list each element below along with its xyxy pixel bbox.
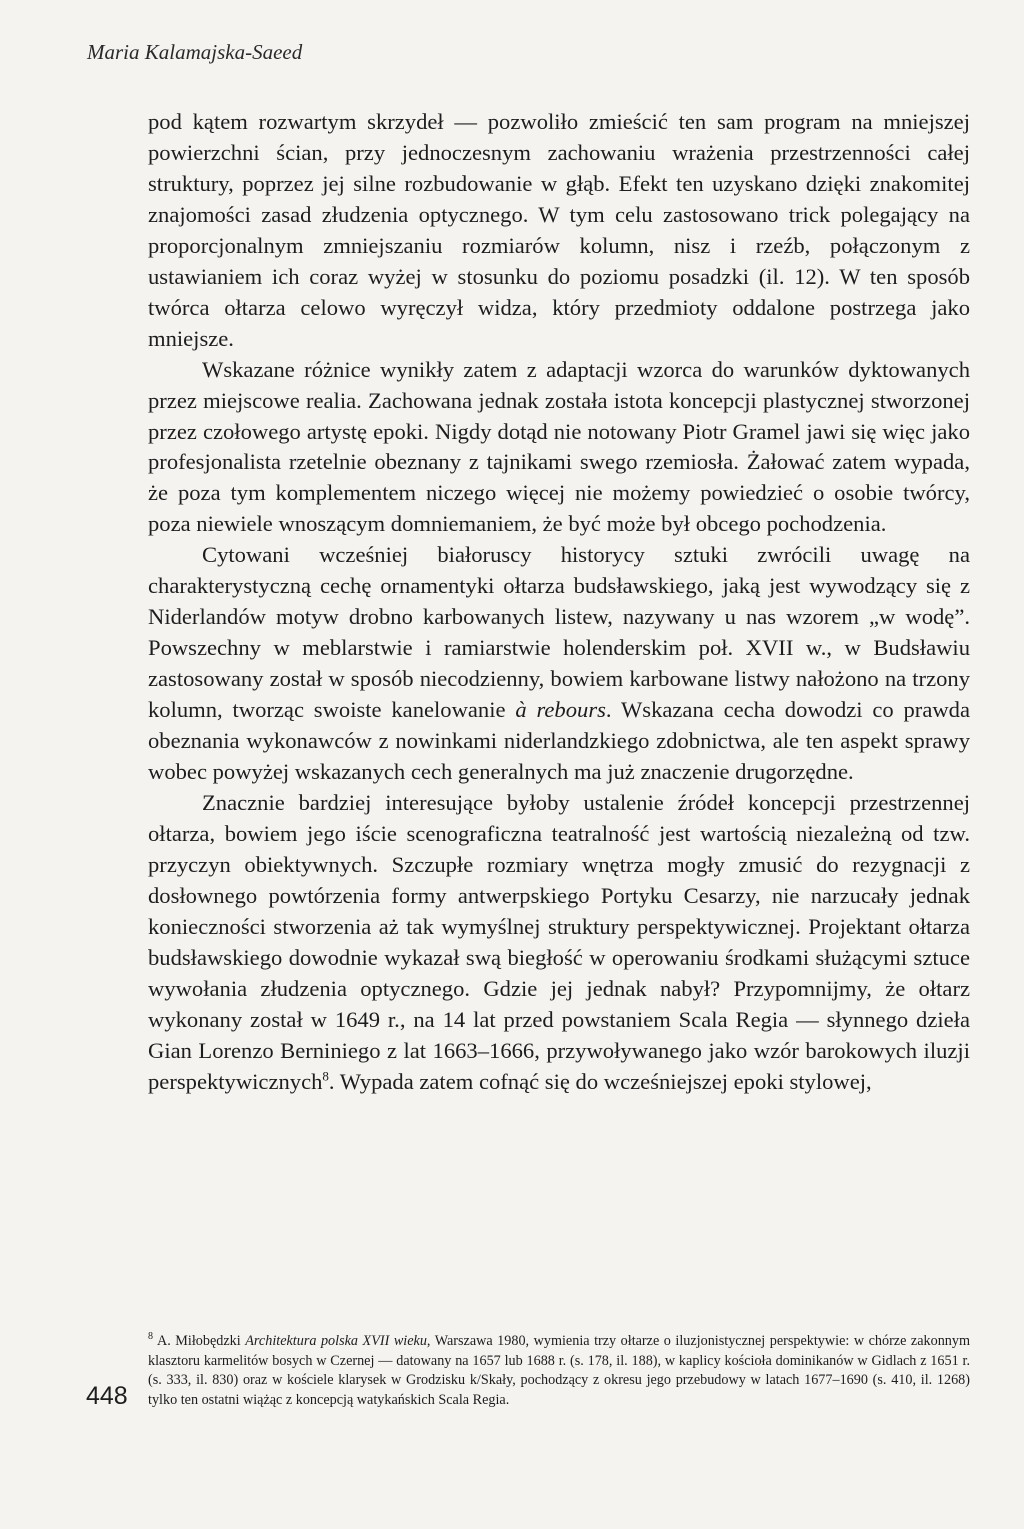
paragraph: Wskazane różnice wynikły zatem z adaptacji wzorca do warunków dyktowanych przez miejscowe realia. Zachowana jednak została istota koncepcji plastycznej stworzonej przez czołowego artystę epoki. Nigdy dotąd nie notowany Piotr Gramel jawi się więc jako profesjonalista rzetelnie obeznany z tajnikami swego rzemiosła. Żałować zatem wypada, że poza tym komplementem niczego więcej nie możemy powiedzieć o osobie twórcy, poza niewiele wnoszącym domniemaniem, że być może był obcego pochodzenia. xyxy=(148,356,970,537)
running-head: Maria Kalamajska-Saeed xyxy=(87,40,303,64)
paragraph: Znacznie bardziej interesujące byłoby ustalenie źródeł koncepcji przestrzennej ołtarza, bowiem jego iście scenograficzna teatralność jest wartością niezależną od tzw. przyczyn obiektywnych. Szczupłe rozmiary wnętrza mogły zmusić do rezygnacji z dosłownego powtórzenia formy antwerpskiego Portyku Cesarzy, nie narzucały jednak konieczności stworzenia aż tak wymyślnej struktury perspektywicznej. Projektant ołtarza budsławskiego dowodnie wykazał swą biegłość w operowaniu środkami służącymi sztuce wywołania złudzenia optycznego. Gdzie jej jednak nabył? Przypomnijmy, że ołtarz wykonany został w 1649 r., na 14 lat przed powstaniem Scala Regia — słynnego dzieła Gian Lorenzo Berniniego z lat 1663–1666, przywoływanego jako wzór barokowych iluzji perspektywicznych$^8$. Wypada zatem cofnąć się do wcześniejszej epoki stylowej, xyxy=(148,789,970,1094)
page-number: 448 xyxy=(86,1382,128,1410)
paragraph: pod kątem rozwartym skrzydeł — pozwoliło zmieścić ten sam program na mniejszej powierzchni ścian, przy jednoczesnym zachowaniu wrażenia przestrzenności całej struktury, poprzez jej silne rozbudowanie w głąb. Efekt ten uzyskano dzięki znakomitej znajomości zasad złudzenia optycznego. W tym celu zastosowano trick polegający na proporcjonalnym zmniejszaniu rozmiarów kolumn, nisz i rzeźb, połączonym z ustawianiem ich coraz wyżej w stosunku do poziomu posadzki (il. 12). W ten sposób twórca ołtarza celowo wyręczył widza, który przedmioty oddalone postrzega jako mniejsze. xyxy=(148,109,970,351)
footnote xyxy=(148,1332,970,1410)
italic-phrase: à rebours xyxy=(515,697,606,723)
body-text xyxy=(148,107,970,1098)
footnote-reference[interactable]: 8 xyxy=(322,1068,329,1084)
footnote-title: Architektura polska XVII wieku xyxy=(245,1333,427,1349)
footnote-number: 8 xyxy=(148,1331,153,1343)
footnote-author: A. Miłobędzki xyxy=(157,1333,241,1349)
footnote-text: , Warszawa 1980, wymienia trzy ołtarze o iluzjonistycznej perspektywie: w chórze zakonnym klasztoru karmelitów bosych w Czernej — datowany na 1657 lub 1688 r. (s. 178, il. 188), w kaplicy kościoła dominikanów w Gidlach z 1651 r. (s. 333, il. 830) oraz w kościele klarysek w Grodzisku k/Skały, pochodzący z okresu jego przebudowy w latach 1677–1690 (s. 410, il. 1268) tylko ten ostatni wiążąc z koncepcją watykańskich Scala Regia. xyxy=(148,1333,971,1408)
paragraph: Cytowani wcześniej białoruscy historycy sztuki zwrócili uwagę na charakterystyczną cechę ornamentyki ołtarza budsławskiego, jaką jest wywodzący się z Niderlandów motyw drobno karbowanych listew, nazywany u nas wzorem „w wodę”. Powszechny w meblarstwie i ramiarstwie holenderskim poł. XVII w., w Budsławiu zastosowany został w sposób niecodzienny, bowiem karbowane listwy nałożono na trzony kolumn, tworząc swoiste kanelowanie à rebours. Wskazana cecha dowodzi co prawda obeznania wykonawców z nowinkami niderlandzkiego zdobnictwa, ale ten aspekt sprawy wobec powyżej wskazanych cech generalnych ma już znaczenie drugorzędne. xyxy=(148,542,971,785)
